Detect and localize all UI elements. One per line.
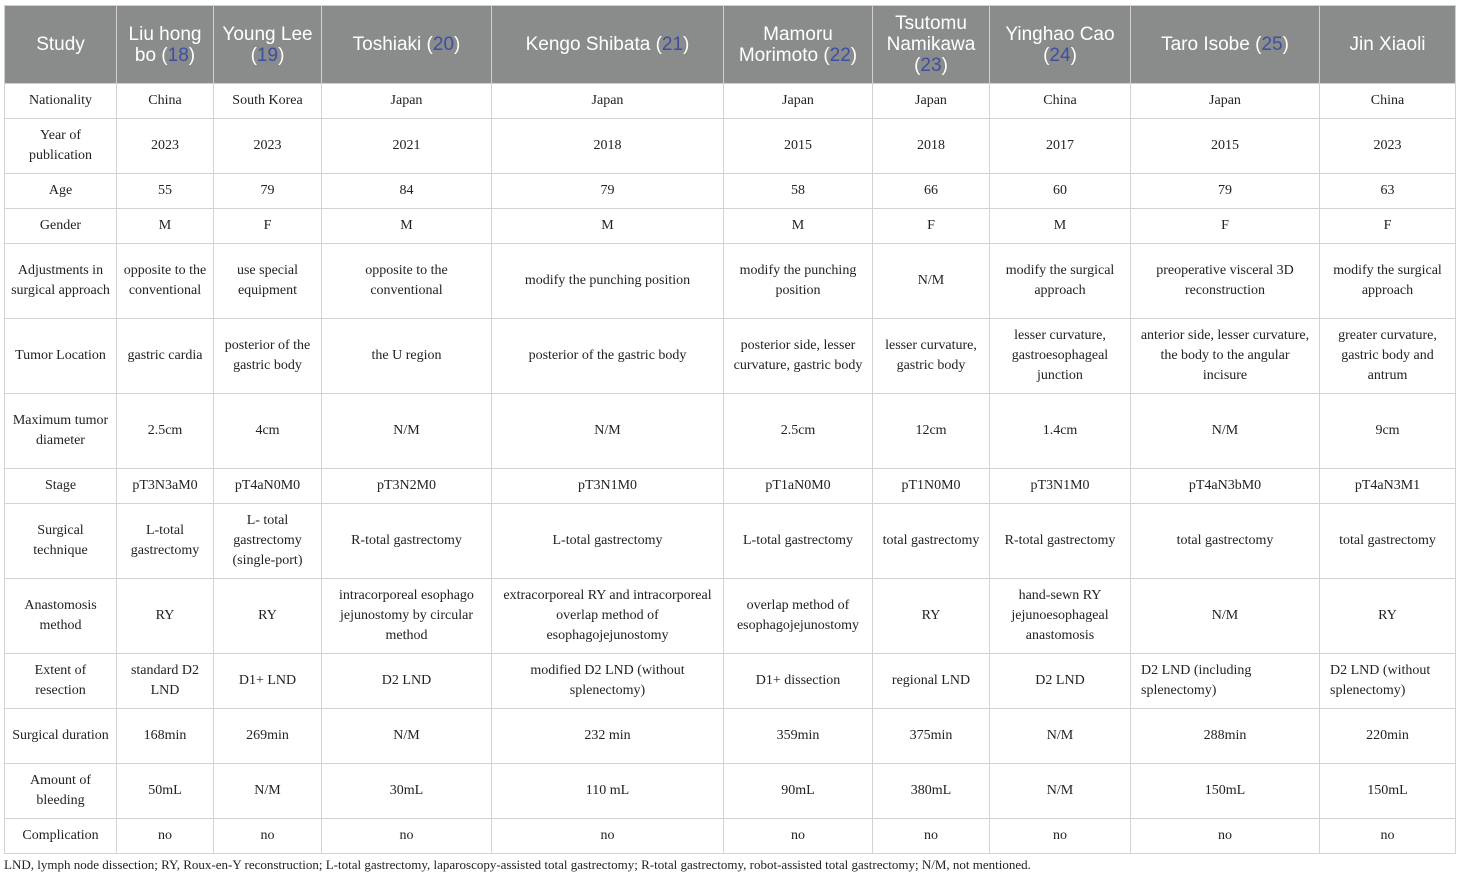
- study-name: Jin Xiaoli: [1349, 34, 1426, 55]
- reference-link[interactable]: 18: [167, 44, 189, 66]
- table-cell: N/M: [1131, 579, 1320, 654]
- table-cell: 60: [990, 174, 1131, 209]
- reference-link[interactable]: 20: [432, 34, 455, 55]
- table-row: [5, 119, 1456, 174]
- table-cell: modify the surgical approach: [1320, 244, 1456, 319]
- header-study: Toshiaki (20): [322, 6, 492, 84]
- table-cell: pT3N1M0: [990, 469, 1131, 504]
- table-row: [5, 579, 1456, 654]
- table-cell: M: [492, 209, 724, 244]
- table-cell: L-total gastrectomy: [724, 504, 873, 579]
- table-cell: D2 LND: [322, 654, 492, 709]
- table-row: [5, 469, 1456, 504]
- table-row: [5, 319, 1456, 394]
- row-label: Surgical technique: [5, 504, 117, 579]
- table-cell: 220min: [1320, 709, 1456, 764]
- table-cell: D2 LND (without splenectomy): [1320, 654, 1456, 709]
- table-cell: pT3N2M0: [322, 469, 492, 504]
- row-label: Tumor Location: [5, 319, 117, 394]
- reference-link[interactable]: 23: [920, 55, 942, 76]
- table-cell: posterior of the gastric body: [214, 319, 322, 394]
- table-cell: 50mL: [117, 764, 214, 819]
- table-cell: modify the surgical approach: [990, 244, 1131, 319]
- row-label: Surgical duration: [5, 709, 117, 764]
- header-study: Tsutomu Namikawa (23): [873, 6, 990, 84]
- study-name: Young Lee: [222, 23, 313, 45]
- table-cell: opposite to the conventional: [322, 244, 492, 319]
- table-cell: 2018: [873, 119, 990, 174]
- table-cell: use special equipment: [214, 244, 322, 319]
- case-table-container: [4, 5, 1455, 854]
- table-cell: posterior side, lesser curvature, gastric body: [724, 319, 873, 394]
- table-cell: 2023: [214, 119, 322, 174]
- table-cell: 79: [214, 174, 322, 209]
- table-cell: 4cm: [214, 394, 322, 469]
- header-study: Young Lee (19): [214, 6, 322, 84]
- table-cell: 84: [322, 174, 492, 209]
- table-cell: RY: [214, 579, 322, 654]
- table-cell: 168min: [117, 709, 214, 764]
- table-cell: no: [492, 819, 724, 854]
- table-cell: F: [214, 209, 322, 244]
- table-cell: R-total gastrectomy: [322, 504, 492, 579]
- study-name: Yinghao Cao: [1005, 23, 1115, 45]
- table-cell: no: [873, 819, 990, 854]
- table-cell: N/M: [990, 764, 1131, 819]
- table-cell: no: [1320, 819, 1456, 854]
- table-cell: modified D2 LND (without splenectomy): [492, 654, 724, 709]
- table-cell: Japan: [322, 84, 492, 119]
- table-cell: total gastrectomy: [1320, 504, 1456, 579]
- table-cell: N/M: [214, 764, 322, 819]
- header-study: Liu hong bo (18): [117, 6, 214, 84]
- table-cell: 150mL: [1320, 764, 1456, 819]
- table-cell: 63: [1320, 174, 1456, 209]
- row-label: Amount of bleeding: [5, 764, 117, 819]
- table-cell: preoperative visceral 3D reconstruction: [1131, 244, 1320, 319]
- row-label: Year of publication: [5, 119, 117, 174]
- table-cell: M: [322, 209, 492, 244]
- study-name: Liu hong bo: [128, 23, 202, 66]
- table-cell: modify the punching position: [492, 244, 724, 319]
- table-row: [5, 244, 1456, 319]
- row-label: Gender: [5, 209, 117, 244]
- table-cell: M: [117, 209, 214, 244]
- table-cell: 2015: [724, 119, 873, 174]
- table-cell: lesser curvature, gastric body: [873, 319, 990, 394]
- table-cell: China: [117, 84, 214, 119]
- table-cell: Japan: [1131, 84, 1320, 119]
- row-label: Complication: [5, 819, 117, 854]
- table-cell: China: [990, 84, 1131, 119]
- table-cell: 1.4cm: [990, 394, 1131, 469]
- row-label: Anastomosis method: [5, 579, 117, 654]
- table-cell: 288min: [1131, 709, 1320, 764]
- table-cell: pT4aN3bM0: [1131, 469, 1320, 504]
- table-cell: no: [990, 819, 1131, 854]
- table-cell: modify the punching position: [724, 244, 873, 319]
- table-cell: regional LND: [873, 654, 990, 709]
- table-row: [5, 504, 1456, 579]
- case-comparison-table: [4, 5, 1456, 854]
- table-cell: South Korea: [214, 84, 322, 119]
- table-cell: 359min: [724, 709, 873, 764]
- table-cell: lesser curvature, gastroesophageal junction: [990, 319, 1131, 394]
- table-cell: total gastrectomy: [873, 504, 990, 579]
- table-cell: 2.5cm: [117, 394, 214, 469]
- study-name: Mamoru Morimoto: [738, 23, 833, 66]
- table-cell: R-total gastrectomy: [990, 504, 1131, 579]
- table-row: [5, 84, 1456, 119]
- row-label: Stage: [5, 469, 117, 504]
- reference-link[interactable]: 25: [1261, 34, 1283, 55]
- table-cell: pT1aN0M0: [724, 469, 873, 504]
- table-cell: gastric cardia: [117, 319, 214, 394]
- reference-link[interactable]: 24: [1049, 44, 1071, 66]
- table-cell: D1+ dissection: [724, 654, 873, 709]
- table-row: [5, 209, 1456, 244]
- table-cell: F: [1320, 209, 1456, 244]
- table-cell: Japan: [873, 84, 990, 119]
- table-cell: posterior of the gastric body: [492, 319, 724, 394]
- table-row: [5, 394, 1456, 469]
- table-cell: D2 LND (including splenectomy): [1131, 654, 1320, 709]
- table-cell: 232 min: [492, 709, 724, 764]
- table-row: [5, 709, 1456, 764]
- table-footnote: LND, lymph node dissection; RY, Roux-en-Y reconstruction; L-total gastrectomy, laparoscopy-assisted total gastrectomy; R-total gastrectomy, robot-assisted total gastrectomy; N/M, not mentioned.: [4, 857, 1031, 872]
- table-cell: RY: [873, 579, 990, 654]
- table-cell: RY: [117, 579, 214, 654]
- table-cell: extracorporeal RY and intracorporeal overlap method of esophagojejunostomy: [492, 579, 724, 654]
- table-cell: 2018: [492, 119, 724, 174]
- table-cell: no: [724, 819, 873, 854]
- row-label: Age: [5, 174, 117, 209]
- table-cell: anterior side, lesser curvature, the body to the angular incisure: [1131, 319, 1320, 394]
- table-cell: 375min: [873, 709, 990, 764]
- table-cell: M: [990, 209, 1131, 244]
- table-cell: N/M: [990, 709, 1131, 764]
- table-cell: no: [117, 819, 214, 854]
- table-cell: pT4aN3M1: [1320, 469, 1456, 504]
- table-cell: F: [873, 209, 990, 244]
- table-cell: 2021: [322, 119, 492, 174]
- study-name: Toshiaki: [352, 34, 422, 55]
- table-cell: pT3N1M0: [492, 469, 724, 504]
- table-cell: 9cm: [1320, 394, 1456, 469]
- table-cell: D2 LND: [990, 654, 1131, 709]
- table-cell: 90mL: [724, 764, 873, 819]
- header-study: Yinghao Cao (24): [990, 6, 1131, 84]
- table-cell: standard D2 LND: [117, 654, 214, 709]
- table-cell: hand-sewn RY jejunoesophageal anastomosis: [990, 579, 1131, 654]
- table-row: [5, 654, 1456, 709]
- table-cell: 12cm: [873, 394, 990, 469]
- table-cell: L- total gastrectomy (single-port): [214, 504, 322, 579]
- table-cell: 55: [117, 174, 214, 209]
- study-name: Taro Isobe: [1161, 34, 1250, 55]
- header-study-label: Study: [5, 6, 117, 84]
- table-row: [5, 174, 1456, 209]
- table-cell: Japan: [492, 84, 724, 119]
- table-cell: 2.5cm: [724, 394, 873, 469]
- table-body: [5, 84, 1456, 854]
- table-cell: N/M: [492, 394, 724, 469]
- table-cell: 79: [492, 174, 724, 209]
- table-cell: L-total gastrectomy: [117, 504, 214, 579]
- header-study: Kengo Shibata (21): [492, 6, 724, 84]
- table-cell: 2017: [990, 119, 1131, 174]
- table-cell: 66: [873, 174, 990, 209]
- table-cell: Japan: [724, 84, 873, 119]
- table-cell: 380mL: [873, 764, 990, 819]
- table-cell: total gastrectomy: [1131, 504, 1320, 579]
- table-cell: L-total gastrectomy: [492, 504, 724, 579]
- table-cell: N/M: [1131, 394, 1320, 469]
- table-cell: pT3N3aM0: [117, 469, 214, 504]
- table-cell: greater curvature, gastric body and antrum: [1320, 319, 1456, 394]
- table-cell: 30mL: [322, 764, 492, 819]
- table-cell: 150mL: [1131, 764, 1320, 819]
- table-cell: 110 mL: [492, 764, 724, 819]
- row-label: Adjustments in surgical approach: [5, 244, 117, 319]
- reference-link[interactable]: 19: [256, 44, 279, 66]
- table-row: [5, 764, 1456, 819]
- row-label: Maximum tumor diameter: [5, 394, 117, 469]
- table-cell: opposite to the conventional: [117, 244, 214, 319]
- table-cell: no: [1131, 819, 1320, 854]
- reference-link[interactable]: 22: [829, 44, 851, 66]
- table-cell: 58: [724, 174, 873, 209]
- row-label: Nationality: [5, 84, 117, 119]
- header-study: Mamoru Morimoto (22): [724, 6, 873, 84]
- table-cell: the U region: [322, 319, 492, 394]
- table-cell: no: [322, 819, 492, 854]
- table-cell: pT4aN0M0: [214, 469, 322, 504]
- study-name: Kengo Shibata: [525, 34, 651, 55]
- table-cell: no: [214, 819, 322, 854]
- table-cell: intracorporeal esophago jejunostomy by circular method: [322, 579, 492, 654]
- table-cell: 2015: [1131, 119, 1320, 174]
- table-cell: M: [724, 209, 873, 244]
- table-cell: 2023: [117, 119, 214, 174]
- table-cell: pT1N0M0: [873, 469, 990, 504]
- reference-link[interactable]: 21: [661, 34, 684, 55]
- table-cell: 269min: [214, 709, 322, 764]
- header-study: Taro Isobe (25): [1131, 6, 1320, 84]
- table-cell: China: [1320, 84, 1456, 119]
- table-cell: F: [1131, 209, 1320, 244]
- table-cell: RY: [1320, 579, 1456, 654]
- table-cell: overlap method of esophagojejunostomy: [724, 579, 873, 654]
- header-study: [1320, 6, 1456, 84]
- study-name: Tsutomu Namikawa: [886, 13, 976, 55]
- table-cell: 79: [1131, 174, 1320, 209]
- table-cell: N/M: [322, 394, 492, 469]
- header-row: [5, 6, 1456, 84]
- table-cell: N/M: [873, 244, 990, 319]
- table-cell: D1+ LND: [214, 654, 322, 709]
- table-cell: N/M: [322, 709, 492, 764]
- row-label: Extent of resection: [5, 654, 117, 709]
- table-cell: 2023: [1320, 119, 1456, 174]
- table-row: [5, 819, 1456, 854]
